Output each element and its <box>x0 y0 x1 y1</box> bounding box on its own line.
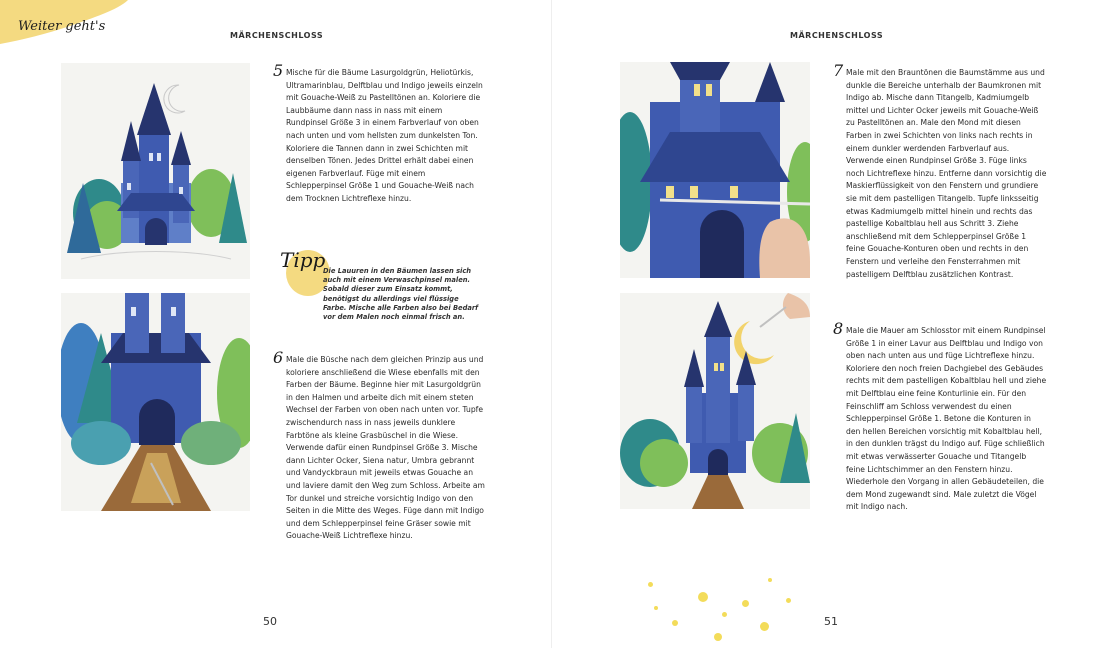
castle-illustration <box>620 62 810 278</box>
step-number: 6 <box>273 348 284 367</box>
step-text: Male die Mauer am Schlosstor mit einem Rundpinsel Größe 1 in einer Lavur aus Delftblau und Indigo von oben nach unten aus und füge Lichtreflexe hinzu. Koloriere den noch freien Dachgiebel des Gebäudes rechts mit dem pastelligen Kobaltblau hell und ziehe mit Delftblau eine feine Konturlinie ein. Für den Feinschliff am Schloss verwendest du einen Schlepperpinsel Größe 1. Betone die Konturen in den hellen Bereichen vorsichtig mit Kobaltblau hell, in den dunklen trägst du Indigo auf. Füge schließlich mit etwas verwässerter Gouache und Titangelb feine Lichtschimmer an den Fenstern hinzu. Wiederhole den Vorgang in allen Gebäudeteilen, die dem Mond zugewandt sind. Male zuletzt die Vögel mit Indigo nach. <box>846 326 1047 512</box>
step-number: 7 <box>833 61 844 80</box>
castle-image-step8 <box>620 293 810 509</box>
castle-image-step5 <box>61 63 250 279</box>
tip-label: Tipp <box>280 248 326 272</box>
running-head-right: MÄRCHENSCHLOSS <box>790 31 884 40</box>
castle-illustration <box>620 293 810 509</box>
castle-image-step6 <box>61 293 250 511</box>
step-6 <box>273 348 485 543</box>
castle-illustration <box>61 293 250 511</box>
castle-illustration <box>61 63 250 279</box>
gutter <box>551 0 552 648</box>
tip-text: Die Lauuren in den Bäumen lassen sich auch mit einem Verwaschpinsel malen. Sobald dieser zum Einsatz kommt, benötigst du allerdings viel flüssige Farbe. Mische alle Farben also bei Bedarf vor dem Malen noch einmal frisch an. <box>323 267 479 322</box>
step-5 <box>273 61 485 206</box>
running-head-left: MÄRCHENSCHLOSS <box>230 31 324 40</box>
castle-image-step7 <box>620 62 810 278</box>
step-8 <box>833 319 1047 514</box>
step-text: Male die Büsche nach dem gleichen Prinzip aus und koloriere anschließend die Wiese ebenfalls mit den Farben der Bäume. Beginne hier mit Lasurgoldgrün in den Halmen und arbeite dich mit einem steten Wechsel der Farben von oben nach unten vor. Tupfe zwischendurch nass in nass jeweils dunklere Farbtöne als kleine Grasbüschel in die Wiese. Verwende dafür einen Rundpinsel Größe 3. Mische dann Lichter Ocker, Siena natur, Umbra gebrannt und Vandyckbraun mit jeweils etwas Gouache an und laviere damit den Weg zum Schloss. Arbeite am Tor dunkel und streiche vorsichtig Indigo von den Seiten in die Mitte des Weges. Füge dann mit Indigo und dem Schlepperpinsel feine Gräser sowie mit Gouache-Weiß Lichtreflexe hinzu. <box>286 355 485 541</box>
step-number: 5 <box>273 61 284 80</box>
step-text: Mische für die Bäume Lasurgoldgrün, Heliotürkis, Ultramarinblau, Delftblau und Indigo jeweils einzeln mit Gouache-Weiß zu Pastelltönen an. Koloriere die Laubbäume dann nass in nass mit einem Rundpinsel Größe 3 in einem Farbverlauf von oben nach unten und vom hellsten zum dunkelsten Ton. Koloriere die Tannen dann in zwei Schichten mit denselben Tönen. Jedes Drittel erhält dabei einen eigenen Farbverlauf. Füge mit einem Schlepperpinsel Größe 1 und Gouache-Weiß nach dem Trocknen Lichtreflexe hinzu. <box>286 68 483 203</box>
page-number-right: 51 <box>824 615 838 628</box>
step-7 <box>833 61 1047 281</box>
step-number: 8 <box>833 319 844 338</box>
step-text: Male mit den Brauntönen die Baumstämme aus und dunkle die Bereiche unterhalb der Baumkronen mit Indigo ab. Mische dann Titangelb, Kadmiumgelb mittel und Lichter Ocker jeweils mit Gouache-Weiß zu Pastelltönen an. Male den Mond mit diesen Farben in zwei Schichten von links nach rechts in einem dunkler werdenden Farbverlauf aus. Verwende einen Rundpinsel Größe 3. Füge links noch Lichtreflexe hinzu. Entferne dann vorsichtig die Maskierflüssigkeit von den Fenstern und grundiere sie mit dem pastelligen Titangelb. Tupfe linksseitig etwas Kadmiumgelb mittel hinein und rechts das pastellige Kobaltblau hell aus Schritt 3. Ziehe anschließend mit dem Schlepperpinsel Größe 1 feine Gouache-Konturen oben und rechts in den Fenstern und verleihe den Fensterrahmen mit pastelligem Delftblau zusätzlichen Kontrast. <box>846 68 1047 279</box>
page-number-left: 50 <box>263 615 277 628</box>
brand-label: Weiter geht's <box>18 19 106 34</box>
tip-box <box>276 248 488 338</box>
